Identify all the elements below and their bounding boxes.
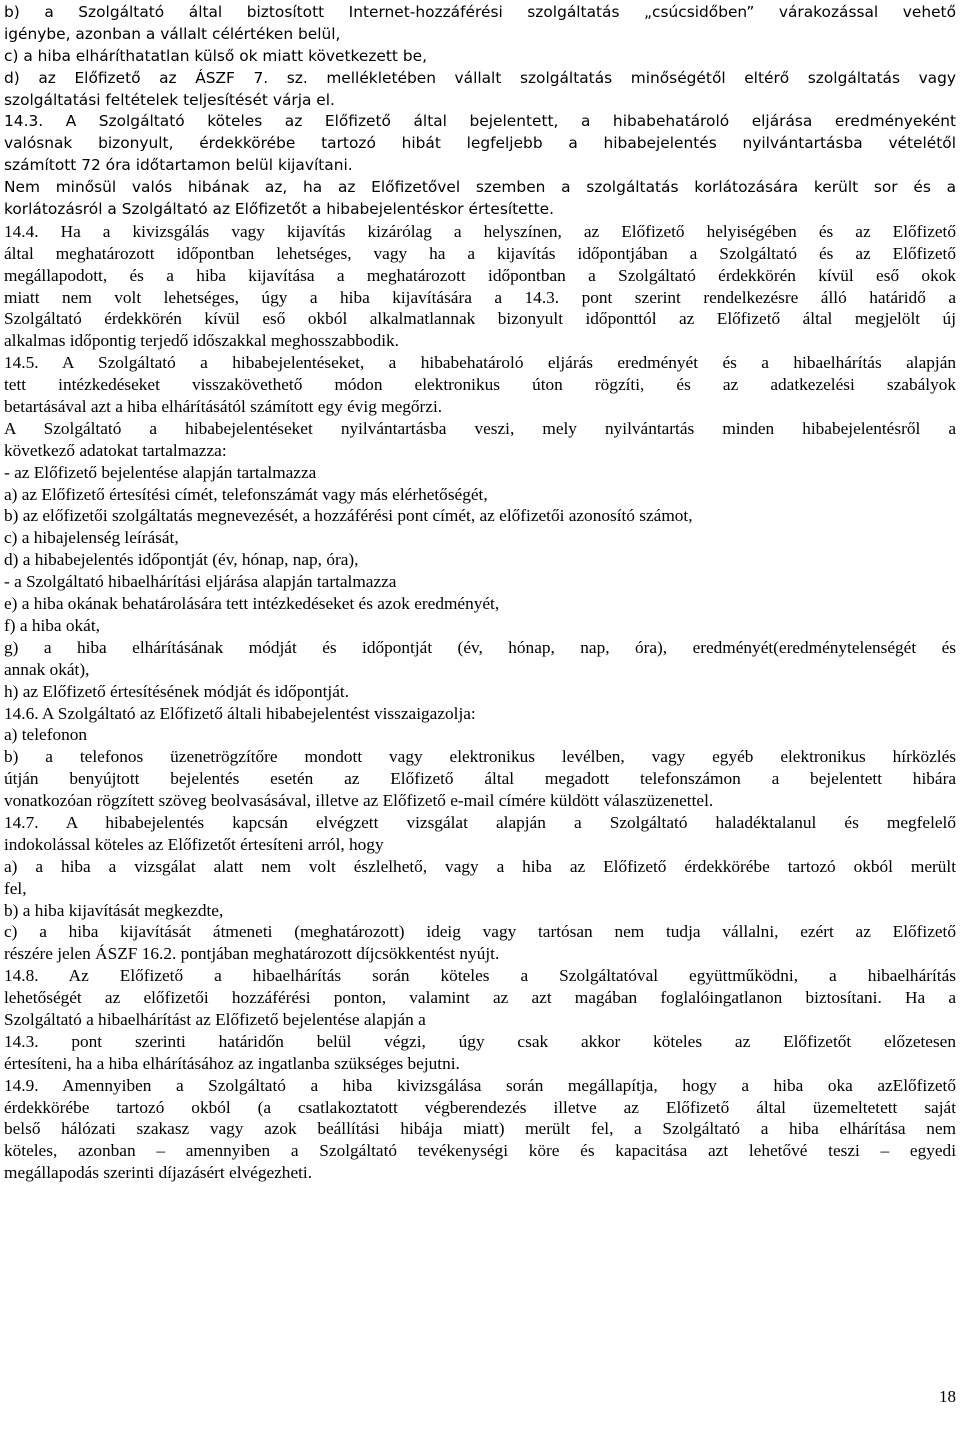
text-line: lehetőségét az előfizetői hozzáférési ponton, valamint az azt magában foglalóingatlanon biztosítani. Ha a (4, 988, 956, 1008)
text-line: Szolgáltató a hibaelhárítást az Előfizető bejelentése alapján a (4, 1009, 426, 1029)
text-line: g) a hiba elhárításának módját és időpontját (év, hónap, nap, óra), eredményét(eredménytelenségét és (4, 637, 956, 657)
text-line: 14.8. Az Előfizető a hibaelhárítás során köteles a Szolgáltatóval együttműködni, a hibaelhárítás (4, 966, 956, 986)
text-line: 14.6. A Szolgáltató az Előfizető általi hibabejelentést visszaigazolja: (4, 703, 476, 723)
text-line: c) a hibajelenség leírását, (4, 528, 179, 548)
text-line: köteles, azonban – amennyiben a Szolgáltató tevékenységi köre és kapacitása azt lehetővé teszi – egyedi (4, 1141, 956, 1161)
text-line: számított 72 óra időtartamon belül kijavítani. (4, 156, 353, 175)
text-line: indokolással köteles az Előfizetőt értesíteni arról, hogy (4, 834, 384, 854)
text-line: részére jelen ÁSZF 16.2. pontjában meghatározott díjcsökkentést nyújt. (4, 944, 500, 964)
text-line: 14.9. Amennyiben a Szolgáltató a hiba kivizsgálása során megállapítja, hogy a hiba oka azElőfizető (4, 1075, 956, 1095)
text-line: A Szolgáltató a hibabejelentéseket nyilvántartásba veszi, mely nyilvántartás minden hibabejelentésről a (4, 418, 956, 438)
text-line: c) a hiba kijavítását átmeneti (meghatározott) ideig vagy tartósan nem tudja vállalni, ezért az Előfizető (4, 922, 956, 942)
page-number: 18 (939, 1387, 956, 1406)
text-line: érdekkörébe tartozó okból (a csatlakoztatott végberendezés illetve az Előfizető által üzemeltetett saját (4, 1097, 956, 1117)
text-line: igénybe, azonban a vállalt célértéken belül, (4, 24, 341, 43)
text-line: b) a hiba kijavítását megkezdte, (4, 900, 224, 920)
text-line: szolgáltatási feltételek teljesítését várja el. (4, 90, 335, 109)
text-line: f) a hiba okát, (4, 615, 100, 635)
text-line: 14.7. A hibabejelentés kapcsán elvégzett vizsgálat alapján a Szolgáltató haladéktalanul és megfelelő (4, 812, 956, 832)
text-line: a) az Előfizető értesítési címét, telefonszámát vagy más elérhetőségét, (4, 484, 488, 504)
text-line: b) a Szolgáltató által biztosított Internet-hozzáférési szolgáltatás „csúcsidőben” várakozással vehető (4, 3, 956, 21)
text-line: 14.3. A Szolgáltató köteles az Előfizető által bejelentett, a hibabehatároló eljárása eredményeként (4, 112, 956, 131)
text-line: miatt nem volt lehetséges, úgy a hiba kijavítására a 14.3. pont szerint rendelkezésre álló határidő a (4, 287, 956, 307)
text-line: megállapodott, és a hiba kijavítása a meghatározott időpontban a Szolgáltató érdekkörén kívül eső okok (4, 265, 956, 285)
text-line: b) az előfizetői szolgáltatás megnevezését, a hozzáférési pont címét, az előfizetői azonosító számot, (4, 506, 693, 526)
text-line: b) a telefonos üzenetrögzítőre mondott vagy elektronikus levélben, vagy egyéb elektronikus hírközlés (4, 747, 956, 767)
text-line: 14.4. Ha a kivizsgálás vagy kijavítás kizárólag a helyszínen, az Előfizető helyiségében és az Előfizető (4, 221, 956, 241)
text-line: valósnak bizonyult, érdekkörébe tartozó hibát legfeljebb a hibabejelentés nyilvántartásba vételétől (4, 134, 956, 153)
text-line: h) az Előfizető értesítésének módját és időpontját. (4, 681, 350, 701)
text-line: 14.5. A Szolgáltató a hibabejelentéseket, a hibabehatároló eljárás eredményét és a hibaelhárítás alapján (4, 353, 956, 373)
text-line: útján benyújtott bejelentés esetén az Előfizető által megadott telefonszámon a bejelentett hibára (4, 769, 956, 789)
text-line: által meghatározott időpontban lehetséges, vagy ha a kijavítás időpontjában a Szolgáltató és az Előfizető (4, 243, 956, 263)
text-line: alkalmas időpontig terjedő időszakkal meghosszabbodik. (4, 331, 399, 351)
text-line: értesíteni, ha a hiba elhárításához az ingatlanba szükséges bejutni. (4, 1053, 460, 1073)
text-line: Szolgáltató érdekkörén kívül eső okból alkalmatlannak bizonyult időponttól az Előfizető által megjelölt új (4, 309, 956, 329)
text-line: e) a hiba okának behatárolására tett intézkedéseket és azok eredményét, (4, 594, 500, 614)
text-line: Nem minősül valós hibának az, ha az Előfizetővel szemben a szolgáltatás korlátozására került sor és a (4, 178, 956, 197)
text-line: tett intézkedéseket visszakövethető módon elektronikus úton rögzíti, és az adatkezelési szabályok (4, 375, 956, 395)
document-page (4, 2, 956, 1184)
text-line: betartásával azt a hiba elhárításától számított egy évig megőrzi. (4, 397, 443, 417)
text-line: annak okát), (4, 659, 90, 679)
text-line: - a Szolgáltató hibaelhárítási eljárása alapján tartalmazza (4, 572, 397, 592)
text-line: vonatkozóan rögzített szöveg beolvasásával, illetve az Előfizető e-mail címére küldött válaszüzenettel. (4, 791, 714, 811)
text-line: a) telefonon (4, 725, 88, 745)
text-line: 14.3. pont szerinti határidőn belül végzi, úgy csak akkor köteles az Előfizetőt előzetesen (4, 1031, 956, 1051)
text-line: következő adatokat tartalmazza: (4, 440, 227, 460)
text-line: c) a hiba elháríthatatlan külső ok miatt következett be, (4, 46, 427, 65)
text-line: d) a hibabejelentés időpontját (év, hónap, nap, óra), (4, 550, 359, 570)
text-line: belső hálózati szakasz vagy azok beállítási hibája miatt) merült fel, a Szolgáltató a hiba elhárítása nem (4, 1119, 956, 1139)
text-line: - az Előfizető bejelentése alapján tartalmazza (4, 462, 317, 482)
text-line: fel, (4, 878, 27, 898)
text-line: korlátozásról a Szolgáltató az Előfizetőt a hibabejelentéskor értesítette. (4, 200, 555, 219)
text-line: megállapodás szerinti díjazásért elvégezheti. (4, 1163, 313, 1183)
text-line: a) a hiba a vizsgálat alatt nem volt észlelhető, vagy a hiba az Előfizető érdekkörébe tartozó okból merült (4, 856, 956, 876)
text-line: d) az Előfizető az ÁSZF 7. sz. mellékletében vállalt szolgáltatás minőségétől eltérő szolgáltatás vagy (4, 68, 956, 87)
